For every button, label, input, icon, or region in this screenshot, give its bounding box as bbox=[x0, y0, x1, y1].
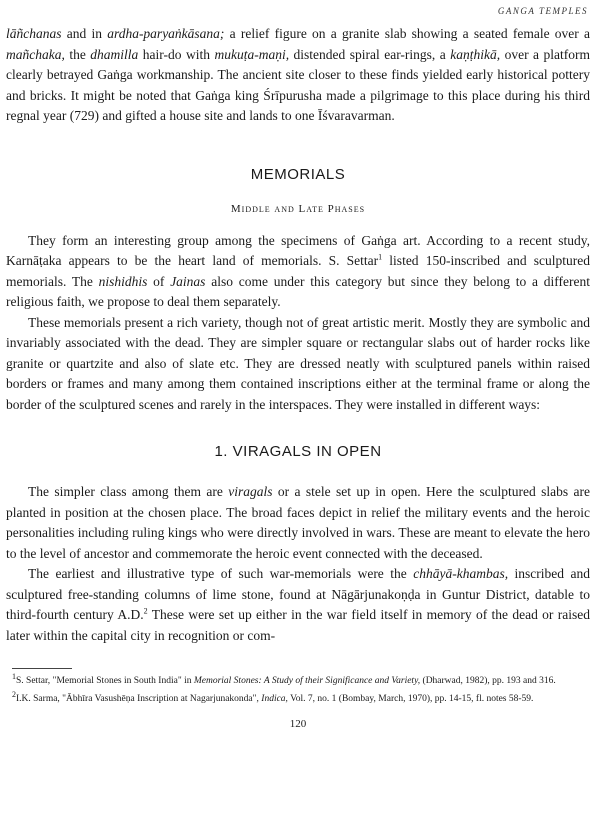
text-run: The simpler class among them are bbox=[28, 484, 229, 499]
text-run: The earliest and illustrative type of such war-memorials were the bbox=[28, 566, 414, 581]
text-run: S. Settar, "Memorial Stones in South India" in bbox=[16, 676, 194, 686]
text-run: inscribed and sculptured free-standing columns of lime stone, found at Nāgārjunakoṇḍa in Guntur District, datable to third-fourth century A.D. bbox=[6, 566, 590, 622]
text-run: Vol. 7, no. 1 (Bombay, March, 1970), pp. 14-15, fl. notes 58-59. bbox=[287, 693, 534, 704]
footnote-1 bbox=[6, 671, 590, 689]
italic-term: mukuṭa-maṇi, bbox=[214, 46, 290, 62]
footnote-marker: 1 bbox=[12, 671, 16, 681]
italic-term: lāñchanas bbox=[6, 26, 62, 41]
italic-term: Jainas bbox=[170, 273, 206, 289]
section-subtitle: Middle and Late Phases bbox=[230, 202, 366, 215]
paragraph-viragals-2 bbox=[6, 564, 590, 646]
italic-term: Memorial Stones: A Study of their Significance and Variety, bbox=[193, 676, 421, 686]
italic-term: mañchaka, bbox=[6, 46, 65, 62]
paragraph-memorials-2: These memorials present a rich variety, though not of great artistic merit. Mostly they are symbolic and invariably associated with the dead. They are simpler square or rectangular slabs out of harder rocks like granite or quartzite and also of slate etc. They are dressed neatly with sculptured panels within raised borders or frames and many among them contained inscriptions either at the terminal frame or along the border of the sculptured scenes and rarely in the interspaces. They were installed in different ways: bbox=[6, 314, 590, 412]
text-run: hair-do with bbox=[138, 46, 215, 62]
text-run: distended spiral ear-rings, a bbox=[289, 46, 451, 62]
text-run: and in bbox=[61, 26, 108, 41]
text-run: These were set up either in the war field itself in memory of the dead or raised later within the capital city in recognition or com- bbox=[6, 607, 591, 643]
section-title-memorials: MEMORIALS bbox=[250, 165, 346, 183]
footnote-marker: 2 bbox=[143, 606, 148, 616]
footnote-marker: 2 bbox=[12, 689, 16, 699]
text-run: of bbox=[147, 273, 171, 289]
text-run: the bbox=[64, 46, 91, 62]
text-run: listed 150-inscribed and sculptured memorials. The bbox=[6, 253, 590, 289]
italic-term: viragals bbox=[228, 484, 273, 499]
running-head: GANGA TEMPLES bbox=[497, 6, 588, 16]
text-run: also come under this category but since they belong to a different religious faith, we propose to deal them separately. bbox=[6, 273, 590, 309]
text-run: or a stele set up in open. Here the sculptured slabs are planted in position at the chosen place. The broad faces depict in relief the military events and the heroic personalities including ruling kings who were directly involved in wars. These are meant to elevate the hero to the level of ancestor and commemorate the heroic event connected with the deceased. bbox=[6, 484, 590, 561]
paragraph-memorials-1 bbox=[6, 231, 590, 313]
text-run: (Dharwad, 1982), pp. 193 and 316. bbox=[420, 676, 556, 686]
paragraph-viragals-1 bbox=[6, 482, 590, 564]
italic-term: chhāyā-khambas, bbox=[413, 566, 509, 581]
italic-term: Indica, bbox=[261, 693, 288, 704]
italic-term: dhamilla bbox=[90, 46, 139, 62]
italic-term: nishidhis bbox=[98, 273, 148, 289]
italic-term: ardha-paryaṅkāsana; bbox=[107, 26, 225, 41]
italic-term: kaṇṭhikā, bbox=[450, 46, 501, 62]
text-run: They form an interesting group among the specimens of Gaṅga art. According to a recent study, Karnāṭaka appears to be the heart land of memorials. S. Settar bbox=[6, 232, 590, 268]
text-run: a relief figure on a granite slab showing a seated female over a bbox=[224, 26, 590, 41]
page-number: 120 bbox=[289, 718, 307, 730]
footnote-2 bbox=[6, 689, 590, 707]
text-run: over a platform clearly betrayed Gaṅga workmanship. The ancient site closer to these finds yielded early historical pottery and bricks. It might be noted that Gaṅga king Śrīpurusha made a pilgrimage to this place during his third regnal year (729) and gifted a house site and lands to one Īśvaravarman. bbox=[6, 46, 591, 123]
section-title-viragals: 1. VIRAGALS IN OPEN bbox=[214, 443, 382, 460]
text-run: I.K. Sarma, "Ābhīra Vasushēṇa Inscription at Nagarjunakonda", bbox=[16, 693, 262, 704]
intro-paragraph bbox=[6, 24, 590, 127]
footnote-marker: 1 bbox=[378, 252, 383, 262]
